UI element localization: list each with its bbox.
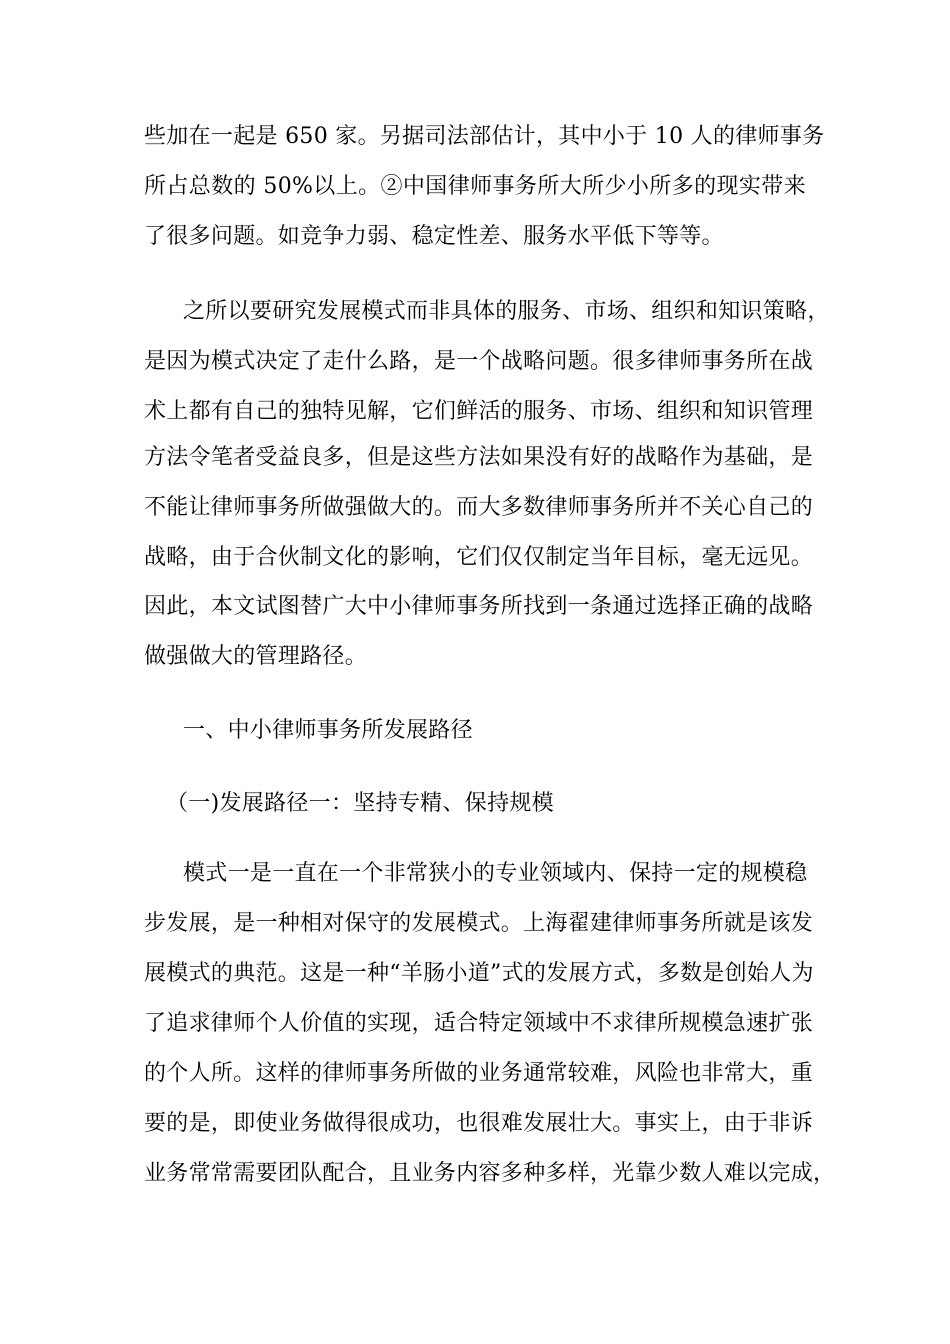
section-heading: 一、中小律师事务所发展路径 — [183, 718, 473, 743]
paragraph-line: 战略，由于合伙制文化的影响，它们仅仅制定当年目标，毫无远见。 — [144, 545, 814, 570]
paragraph-line: 模式一是一直在一个非常狭小的专业领域内、保持一定的规模稳 — [183, 861, 808, 886]
paragraph-line: 所占总数的 50%以上。②中国律师事务所大所少小所多的现实带来 — [144, 174, 806, 199]
subsection-heading: （一)发展路径一：坚持专精、保持规模 — [166, 791, 554, 816]
paragraph-line: 做强做大的管理路径。 — [144, 644, 368, 669]
paragraph-line: 方法令笔者受益良多，但是这些方法如果没有好的战略作为基础，是 — [144, 445, 814, 470]
paragraph-line: 之所以要研究发展模式而非具体的服务、市场、组织和知识策略， — [183, 299, 830, 324]
paragraph-line: 了很多问题。如竞争力弱、稳定性差、服务水平低下等等。 — [144, 224, 724, 249]
paragraph-line: 是因为模式决定了走什么路，是一个战略问题。很多律师事务所在战 — [144, 349, 814, 374]
paragraph-line: 些加在一起是 650 家。另据司法部估计，其中小于 10 人的律师事务 — [144, 124, 825, 149]
paragraph-line: 因此，本文试图替广大中小律师事务所找到一条通过选择正确的战略 — [144, 594, 814, 619]
paragraph-line: 的个人所。这样的律师事务所做的业务通常较难，风险也非常大，重 — [144, 1061, 814, 1086]
paragraph-line: 了追求律师个人价值的实现，适合特定领域中不求律所规模急速扩张 — [144, 1011, 814, 1036]
paragraph-line: 要的是，即使业务做得很成功，也很难发展壮大。事实上，由于非诉 — [144, 1111, 814, 1136]
paragraph-line: 展模式的典范。这是一种“羊肠小道”式的发展方式，多数是创始人为 — [144, 961, 814, 986]
paragraph-line: 业务常常需要团队配合，且业务内容多种多样，光靠少数人难以完成， — [144, 1161, 836, 1186]
paragraph-line: 不能让律师事务所做强做大的。而大多数律师事务所并不关心自己的 — [144, 495, 814, 520]
paragraph-line: 步发展，是一种相对保守的发展模式。上海翟建律师事务所就是该发 — [144, 911, 814, 936]
paragraph-line: 术上都有自己的独特见解，它们鲜活的服务、市场、组织和知识管理 — [144, 399, 814, 424]
